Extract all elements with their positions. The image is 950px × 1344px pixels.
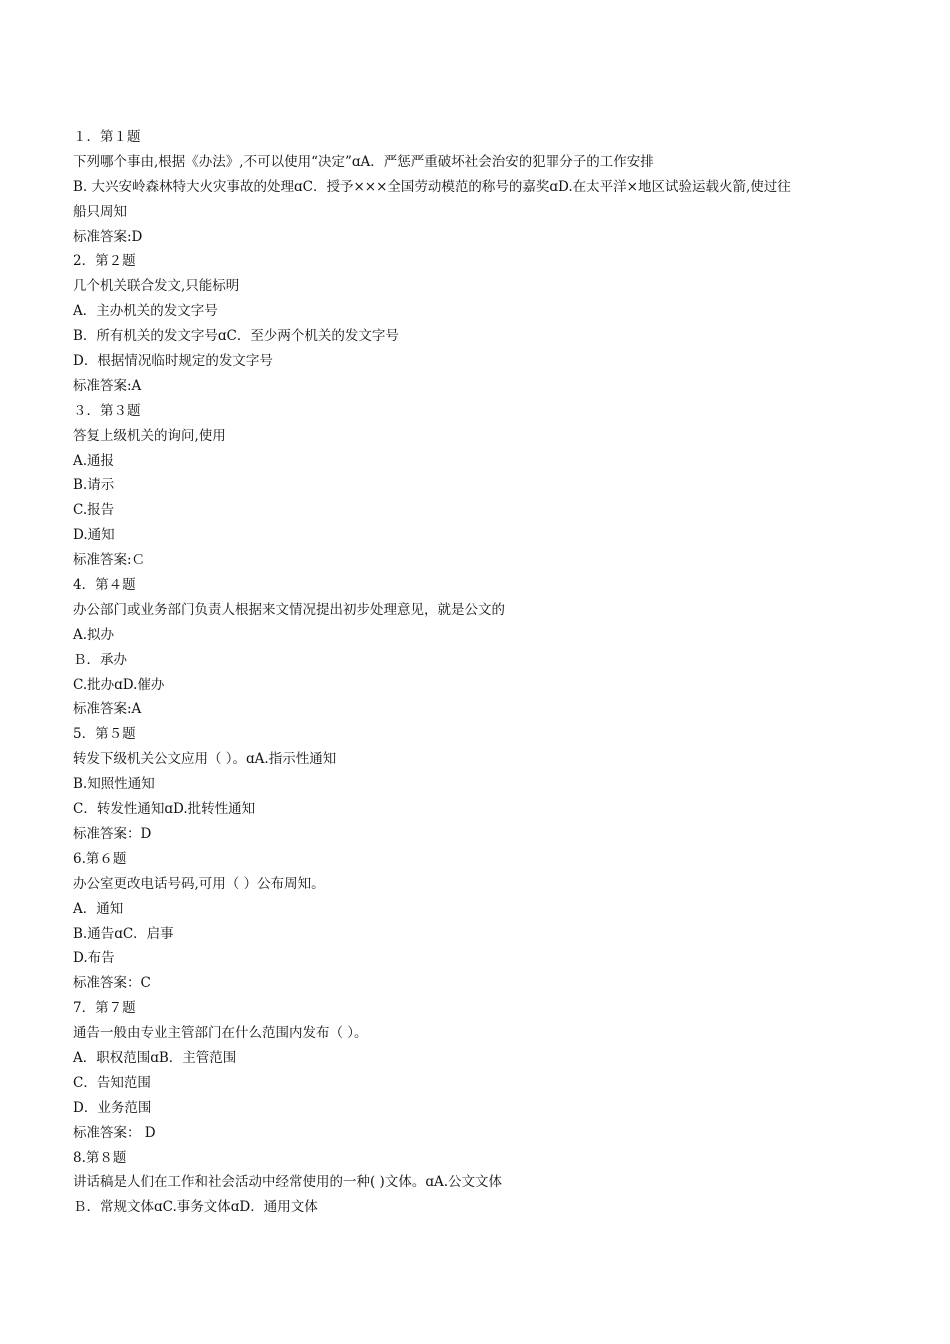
question-stem: 转发下级机关公文应用（ ）。ɑA.指示性通知 [73,751,337,768]
question-heading: 7．第７题 [73,1000,136,1017]
document-body [73,125,873,1220]
question-option: A．职权范围ɑB．主管范围 [73,1049,237,1066]
question-option: A．主办机关的发文字号 [73,303,218,320]
question-option: D．业务范围 [73,1099,152,1116]
question-option: A．通知 [73,900,124,917]
question-heading: １．第１题 [73,129,141,145]
question-stem: 通告一般由专业主管部门在什么范围内发布（ ）。 [73,1025,368,1042]
question-options-continued: 船只周知 [73,203,127,220]
question-option: B.知照性通知 [73,776,155,793]
question-option: A.通报 [73,452,115,469]
standard-answer: 标准答案：C [73,975,151,992]
question-stem: 讲话稿是人们在工作和社会活动中经常使用的一种( )文体。ɑA.公文文体 [73,1174,503,1191]
question-stem: 答复上级机关的询问,使用 [73,427,226,444]
standard-answer: 标准答案:A [73,701,142,718]
standard-answer: 标准答案： D [73,1124,156,1141]
question-option: C.批办ɑD.催办 [73,676,165,693]
question-heading: 2．第２题 [73,253,136,270]
question-option: C．转发性通知ɑD.批转性通知 [73,801,256,818]
standard-answer: 标准答案:A [73,377,142,394]
question-option: B．所有机关的发文字号ɑC．至少两个机关的发文字号 [73,328,399,345]
question-stem: 办公部门或业务部门负责人根据来文情况提出初步处理意见，就是公文的 [73,601,505,618]
question-option: A.拟办 [73,626,115,643]
question-option: B.请示 [73,477,115,494]
question-option: B.通告ɑC．启事 [73,925,174,942]
question-options: B. 大兴安岭森林特大火灾事故的处理ɑC．授予×××全国劳动模范的称号的嘉奖ɑD.在太平洋×地区试验运载火箭,使过往 [73,178,791,195]
question-stem: 几个机关联合发文,只能标明 [73,278,240,295]
question-option: C.报告 [73,502,115,519]
question-stem: 办公室更改电话号码,可用（ ）公布周知。 [73,875,325,892]
question-option: Ｂ．常规文体ɑC.事务文体ɑD．通用文体 [73,1199,318,1216]
standard-answer: 标准答案:D [73,228,143,245]
question-heading: ３．第３题 [73,402,141,419]
question-option: D．根据情况临时规定的发文字号 [73,353,273,370]
standard-answer: 标准答案:Ｃ [73,552,146,569]
question-option: D.通知 [73,527,115,544]
question-heading: 5．第５题 [73,726,136,743]
question-heading: 6.第６题 [73,850,127,867]
question-option: Ｂ．承办 [73,651,127,668]
question-stem: 下列哪个事由,根据《办法》,不可以使用“决定”ɑA．严惩严重破坏社会治安的犯罪分子的工作安排 [73,153,654,170]
question-heading: 8.第８题 [73,1149,127,1166]
standard-answer: 标准答案：D [73,825,152,842]
question-option: D.布告 [73,950,115,967]
question-option: C．告知范围 [73,1074,151,1091]
question-heading: 4．第４题 [73,577,136,594]
